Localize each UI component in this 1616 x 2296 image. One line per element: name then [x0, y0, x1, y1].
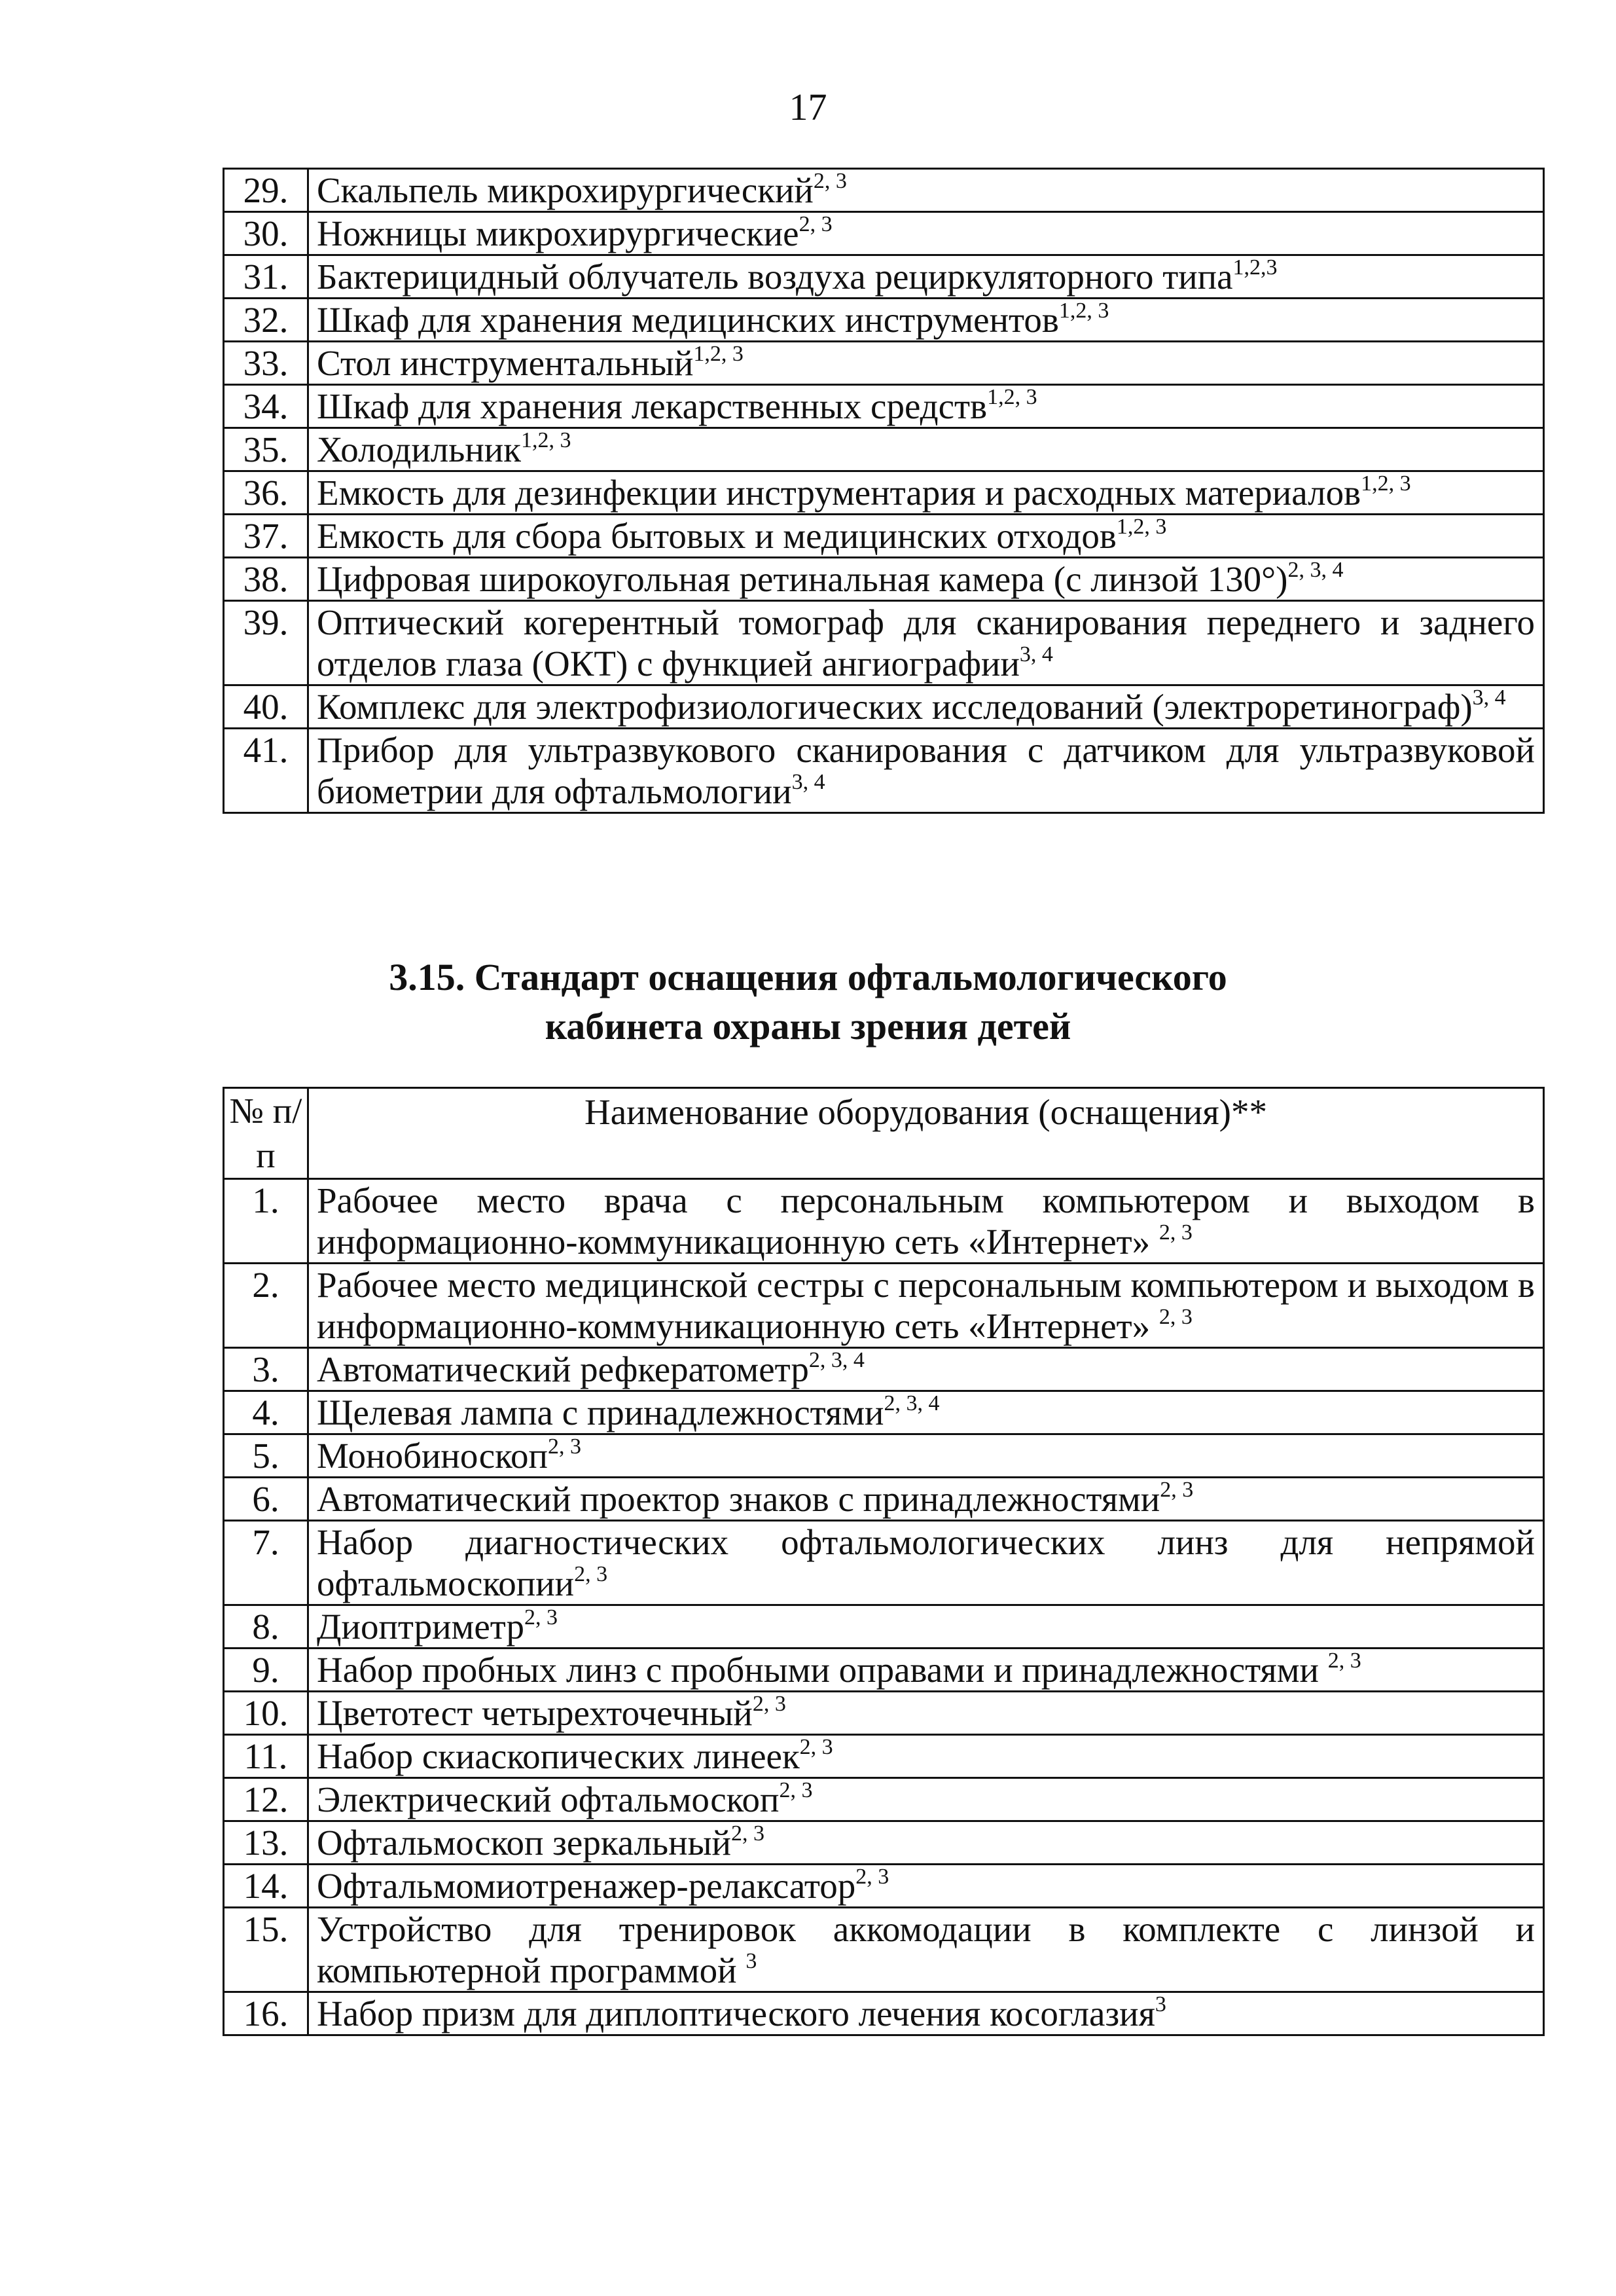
equipment-name-cell — [308, 1434, 1544, 1478]
equipment-name: Набор призм для диплоптического лечения косоглазия — [317, 1994, 1155, 2033]
page-number: 17 — [789, 86, 827, 128]
table-row — [224, 1992, 1544, 2035]
table-row — [224, 729, 1544, 813]
table-2-body — [224, 1179, 1544, 2035]
footnote-reference: 2, 3 — [1160, 1478, 1194, 1502]
footnote-reference: 1,2, 3 — [1116, 515, 1167, 539]
footnote-reference: 2, 3 — [524, 1605, 558, 1630]
equipment-name: Электрический офтальмоскоп — [317, 1779, 780, 1819]
equipment-name: Холодильник — [317, 429, 521, 469]
equipment-name-cell — [308, 1735, 1544, 1778]
equipment-name-cell — [308, 1821, 1544, 1865]
table-row — [224, 1821, 1544, 1865]
equipment-name-cell — [308, 558, 1544, 601]
footnote-reference: 2, 3 — [813, 169, 847, 193]
row-number: 29. — [224, 169, 308, 212]
table-row — [224, 1605, 1544, 1649]
footnote-reference: 2, 3 — [799, 1735, 833, 1759]
table-header-row — [224, 1088, 1544, 1179]
table-row — [224, 1778, 1544, 1821]
row-number: 4. — [224, 1391, 308, 1434]
row-number: 14. — [224, 1865, 308, 1908]
footnote-reference: 3 — [1155, 1992, 1166, 2016]
equipment-name: Скальпель микрохирургический — [317, 170, 814, 210]
equipment-name-cell — [308, 428, 1544, 471]
equipment-name: Щелевая лампа с принадлежностями — [317, 1393, 884, 1432]
equipment-name: Шкаф для хранения медицинских инструментов — [317, 300, 1059, 340]
table-row — [224, 558, 1544, 601]
footnote-reference: 1,2, 3 — [693, 342, 744, 366]
equipment-name-cell — [308, 1478, 1544, 1521]
row-number: 35. — [224, 428, 308, 471]
equipment-name: Набор скиаскопических линеек — [317, 1736, 800, 1776]
equipment-name-cell — [308, 1348, 1544, 1391]
equipment-name: Устройство для тренировок аккомодации в комплекте с линзой и компьютерной программой — [317, 1909, 1535, 1990]
row-number: 3. — [224, 1348, 308, 1391]
row-number: 9. — [224, 1649, 308, 1692]
equipment-name-cell — [308, 1692, 1544, 1735]
row-number: 2. — [224, 1264, 308, 1348]
equipment-name: Бактерицидный облучатель воздуха рециркуляторного типа — [317, 257, 1233, 297]
footnote-reference: 2, 3, 4 — [884, 1391, 940, 1415]
row-number: 32. — [224, 299, 308, 342]
row-number: 7. — [224, 1521, 308, 1605]
row-number: 16. — [224, 1992, 308, 2035]
table-row — [224, 255, 1544, 299]
row-number: 38. — [224, 558, 308, 601]
footnote-reference: 1,2,3 — [1232, 255, 1278, 280]
equipment-name-cell — [308, 1649, 1544, 1692]
equipment-name-cell — [308, 342, 1544, 385]
footnote-reference: 2, 3 — [1158, 1305, 1193, 1329]
footnote-reference: 2, 3 — [574, 1562, 608, 1586]
table-row — [224, 1179, 1544, 1264]
equipment-name-cell — [308, 515, 1544, 558]
footnote-reference: 1,2, 3 — [1058, 299, 1109, 323]
footnote-reference: 1,2, 3 — [520, 428, 571, 452]
footnote-reference: 2, 3, 4 — [808, 1348, 865, 1372]
equipment-standard-table — [223, 1087, 1545, 2036]
equipment-name-cell — [308, 299, 1544, 342]
table-row — [224, 1478, 1544, 1521]
row-number: 13. — [224, 1821, 308, 1865]
equipment-name: Рабочее место врача с персональным компьютером и выходом в информационно-коммуникационную сеть «Интернет» — [317, 1180, 1535, 1262]
row-number: 30. — [224, 212, 308, 255]
equipment-name: Емкость для сбора бытовых и медицинских отходов — [317, 516, 1117, 556]
equipment-name-cell — [308, 1605, 1544, 1649]
equipment-name-cell — [308, 685, 1544, 729]
equipment-name-cell — [308, 255, 1544, 299]
equipment-name: Автоматический проектор знаков с принадлежностями — [317, 1479, 1160, 1519]
footnote-reference: 2, 3 — [855, 1865, 889, 1889]
table-row — [224, 1521, 1544, 1605]
row-number: 12. — [224, 1778, 308, 1821]
row-number: 33. — [224, 342, 308, 385]
table-row — [224, 471, 1544, 515]
equipment-name-cell — [308, 385, 1544, 428]
equipment-name: Набор пробных линз с пробными оправами и принадлежностями — [317, 1650, 1328, 1690]
section-title-line-1: 3.15. Стандарт оснащения офтальмологического — [389, 956, 1227, 998]
equipment-name: Цифровая широкоугольная ретинальная камера (с линзой 130°) — [317, 559, 1288, 599]
table-row — [224, 1434, 1544, 1478]
table-row — [224, 1735, 1544, 1778]
equipment-name-cell — [308, 471, 1544, 515]
equipment-name: Монобиноскоп — [317, 1436, 548, 1476]
equipment-name-cell — [308, 1521, 1544, 1605]
equipment-table-continued — [223, 168, 1545, 814]
equipment-name: Рабочее место медицинской сестры с персональным компьютером и выходом в информационно-коммуникационную сеть «Интернет» — [317, 1265, 1535, 1346]
row-number: 39. — [224, 601, 308, 685]
equipment-name: Цветотест четырехточечный — [317, 1693, 753, 1733]
column-header-equipment-name: Наименование оборудования (оснащения)** — [308, 1088, 1544, 1179]
equipment-name-cell — [308, 729, 1544, 813]
table-row — [224, 212, 1544, 255]
table-row — [224, 299, 1544, 342]
table-row — [224, 1649, 1544, 1692]
table-row — [224, 1391, 1544, 1434]
table-row — [224, 1865, 1544, 1908]
footnote-reference: 2, 3 — [1158, 1220, 1193, 1245]
footnote-reference: 2, 3 — [730, 1821, 764, 1846]
table-row — [224, 601, 1544, 685]
equipment-name: Офтальмоскоп зеркальный — [317, 1823, 731, 1863]
footnote-reference: 2, 3 — [1327, 1649, 1361, 1673]
row-number: 5. — [224, 1434, 308, 1478]
equipment-name: Автоматический рефкератометр — [317, 1349, 809, 1389]
section-title-line-2: кабинета охраны зрения детей — [545, 1005, 1071, 1048]
equipment-name-cell — [308, 169, 1544, 212]
row-number: 37. — [224, 515, 308, 558]
equipment-name-cell — [308, 212, 1544, 255]
equipment-name: Оптический когерентный томограф для сканирования переднего и заднего отделов глаза (ОКТ) с функцией ангиографии — [317, 602, 1535, 683]
footnote-reference: 2, 3 — [779, 1778, 813, 1802]
table-row — [224, 169, 1544, 212]
footnote-reference: 2, 3 — [752, 1692, 786, 1716]
footnote-reference: 3 — [745, 1949, 757, 1973]
footnote-reference: 3, 4 — [1019, 642, 1053, 666]
row-number: 11. — [224, 1735, 308, 1778]
row-number: 6. — [224, 1478, 308, 1521]
table-row — [224, 1264, 1544, 1348]
equipment-name: Набор диагностических офтальмологических линз для непрямой офтальмоскопии — [317, 1522, 1535, 1603]
table-row — [224, 1908, 1544, 1992]
equipment-name: Комплекс для электрофизиологических исследований (электроретинограф) — [317, 687, 1473, 727]
equipment-name: Ножницы микрохирургические — [317, 213, 799, 253]
column-header-number: № п/п — [224, 1088, 308, 1179]
row-number: 40. — [224, 685, 308, 729]
equipment-name-cell — [308, 1264, 1544, 1348]
table-row — [224, 1692, 1544, 1735]
equipment-name-cell — [308, 1778, 1544, 1821]
footnote-reference: 2, 3 — [547, 1434, 581, 1459]
row-number: 1. — [224, 1179, 308, 1264]
row-number: 34. — [224, 385, 308, 428]
equipment-name-cell — [308, 601, 1544, 685]
row-number: 41. — [224, 729, 308, 813]
table-row — [224, 385, 1544, 428]
footnote-reference: 3, 4 — [791, 770, 825, 794]
footnote-reference: 1,2, 3 — [1361, 471, 1411, 496]
equipment-name-cell — [308, 1865, 1544, 1908]
footnote-reference: 3, 4 — [1472, 685, 1506, 710]
equipment-name: Емкость для дезинфекции инструментария и расходных материалов — [317, 473, 1361, 513]
equipment-name: Офтальмомиотренажер-релаксатор — [317, 1866, 856, 1906]
equipment-name-cell — [308, 1992, 1544, 2035]
equipment-name-cell — [308, 1179, 1544, 1264]
row-number: 8. — [224, 1605, 308, 1649]
table-1-body — [224, 169, 1544, 813]
equipment-name: Стол инструментальный — [317, 343, 694, 383]
table-row — [224, 1348, 1544, 1391]
row-number: 15. — [224, 1908, 308, 1992]
row-number: 36. — [224, 471, 308, 515]
row-number: 10. — [224, 1692, 308, 1735]
equipment-name: Прибор для ультразвукового сканирования с датчиком для ультразвуковой биометрии для офтальмологии — [317, 730, 1535, 811]
table-row — [224, 515, 1544, 558]
footnote-reference: 2, 3, 4 — [1287, 558, 1344, 582]
equipment-name: Диоптриметр — [317, 1607, 524, 1647]
table-row — [224, 428, 1544, 471]
footnote-reference: 2, 3 — [799, 212, 833, 236]
table-row — [224, 685, 1544, 729]
footnote-reference: 1,2, 3 — [987, 385, 1037, 409]
equipment-name-cell — [308, 1391, 1544, 1434]
section-heading — [0, 953, 1616, 1051]
equipment-name-cell — [308, 1908, 1544, 1992]
row-number: 31. — [224, 255, 308, 299]
table-row — [224, 342, 1544, 385]
equipment-name: Шкаф для хранения лекарственных средств — [317, 386, 988, 426]
